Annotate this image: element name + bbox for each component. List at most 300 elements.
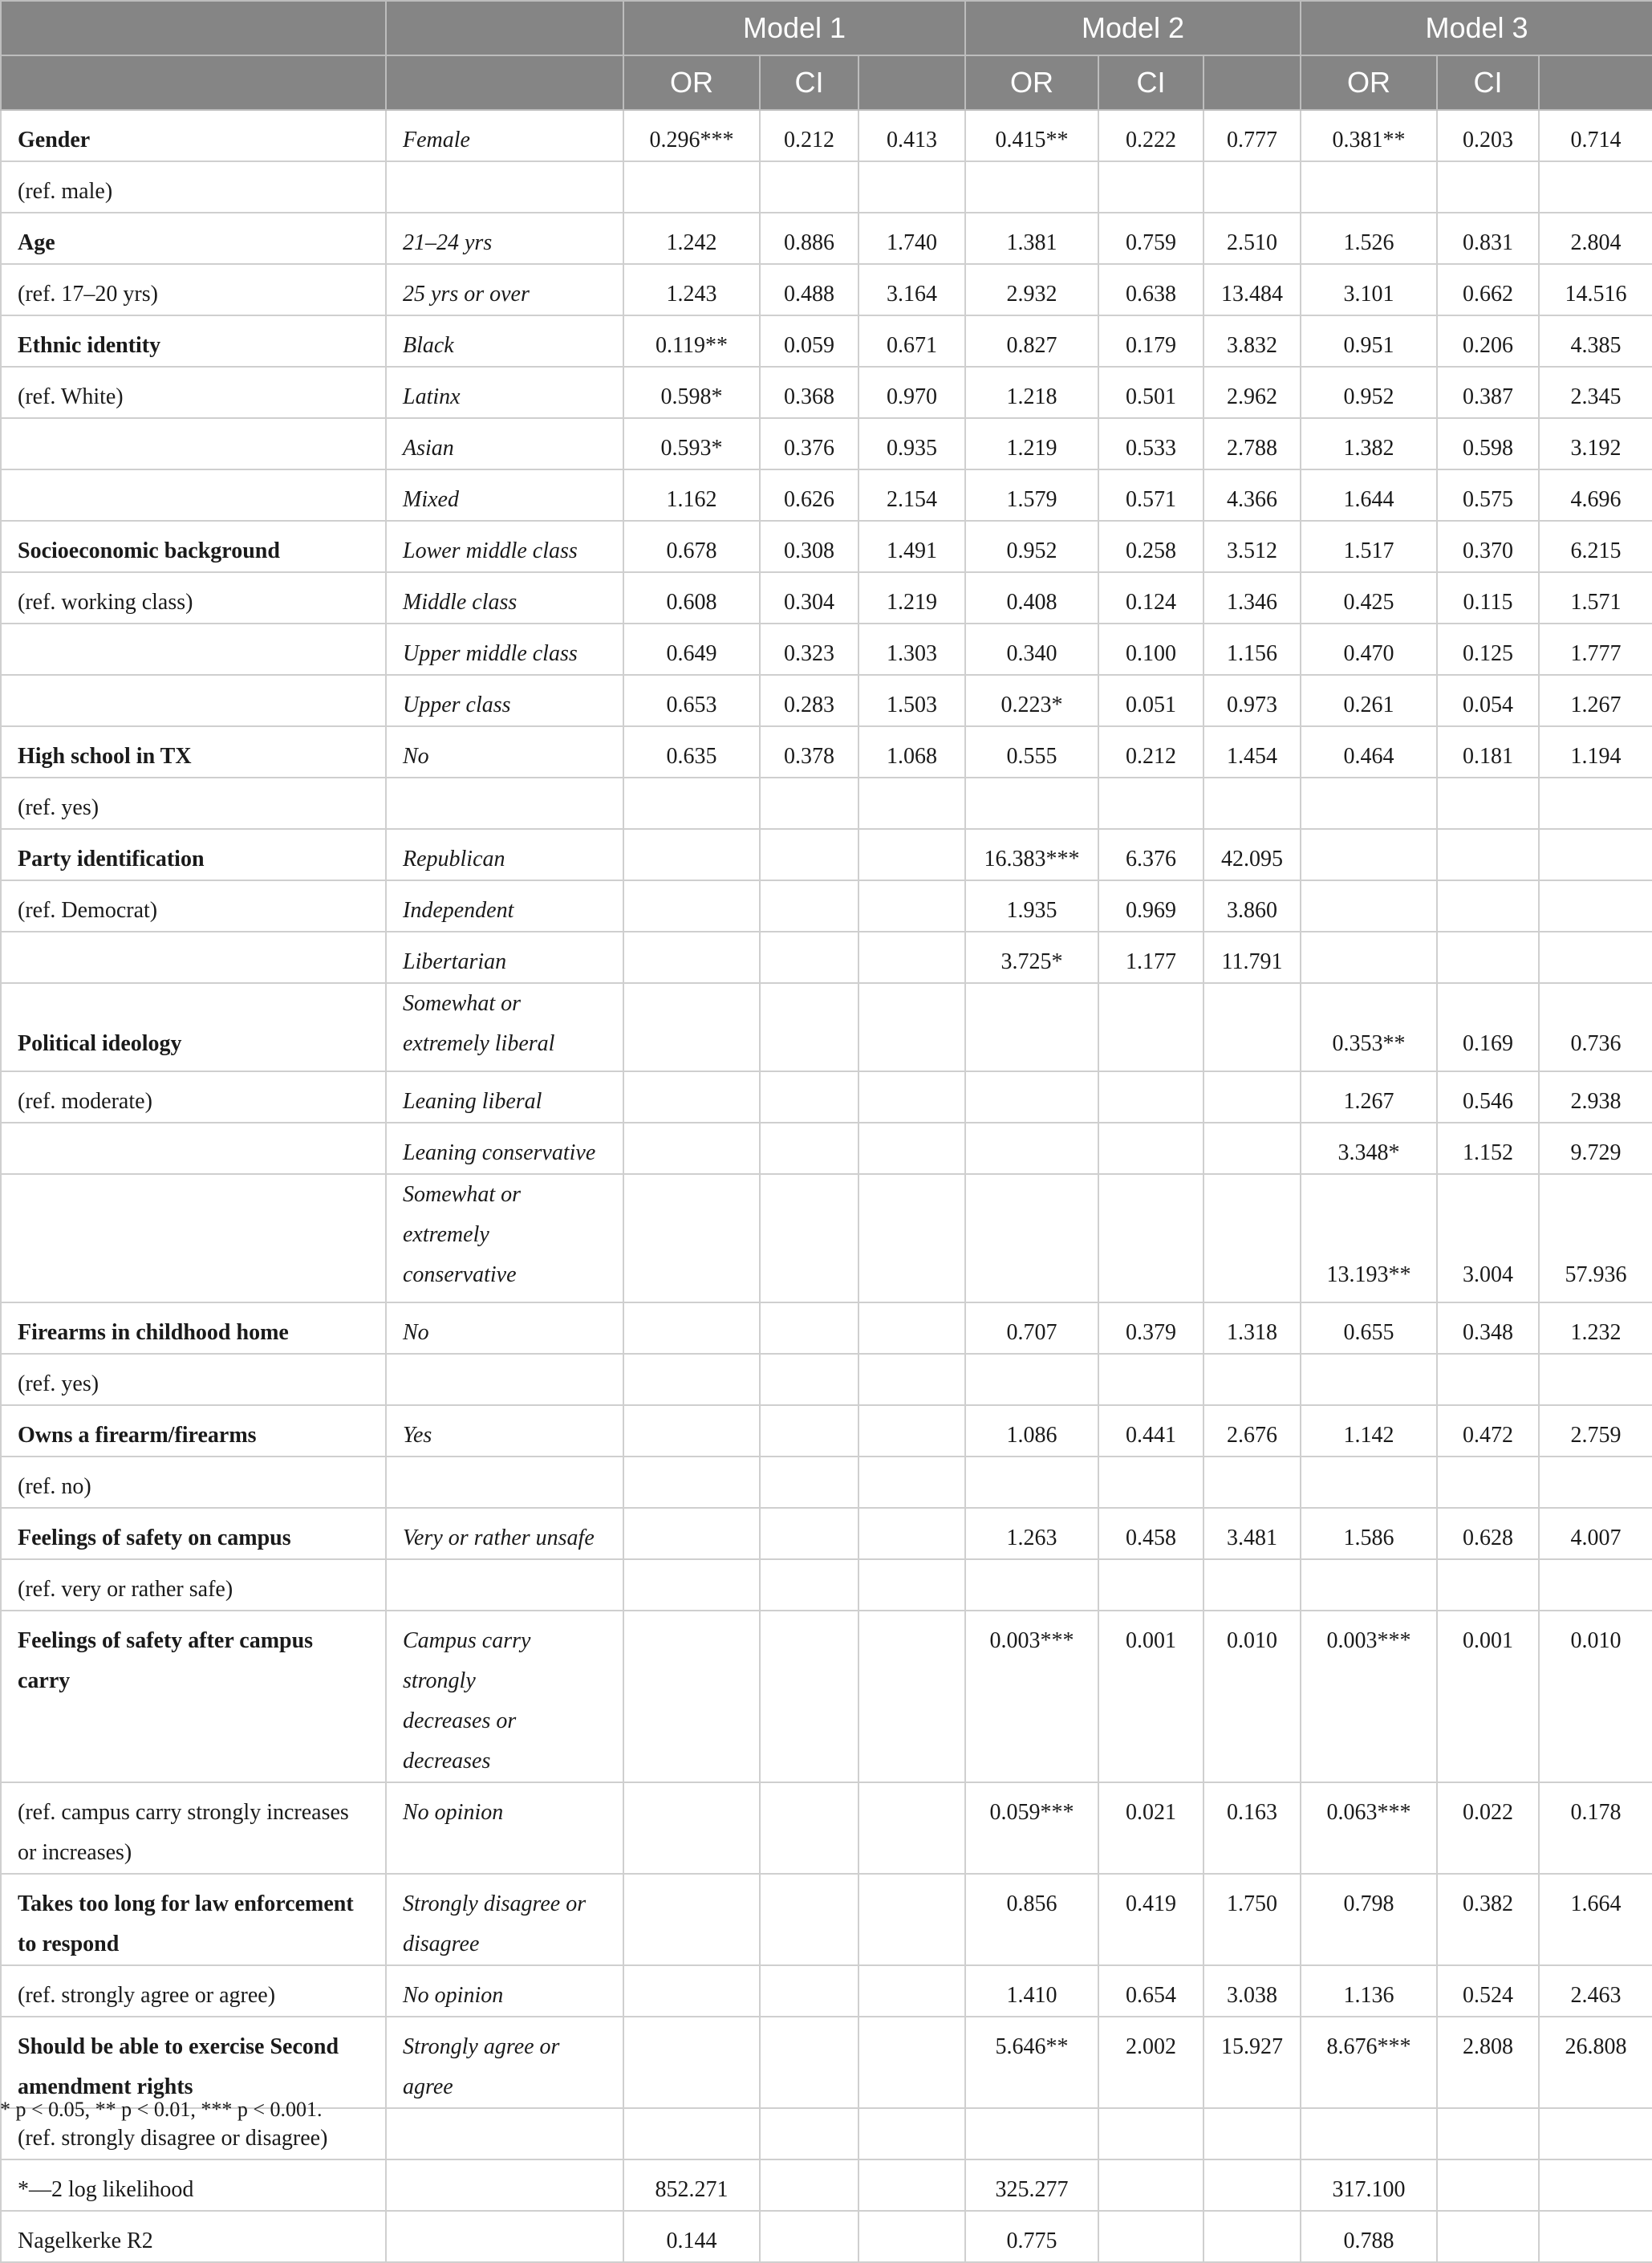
table-row (1, 2159, 1652, 2211)
model-3-ci-upper-cell (1539, 1354, 1652, 1405)
model-1-ci-lower-cell: 0.212 (760, 110, 858, 161)
header-blank-cat (386, 1, 623, 55)
model-3-or-cell (1301, 829, 1437, 880)
model-1-or-cell: 1.242 (623, 213, 760, 264)
model-1-ci-upper-cell: 1.068 (858, 726, 965, 778)
model-1-or-cell (623, 1782, 760, 1874)
model-3-ci-upper-cell (1539, 1457, 1652, 1508)
table-row (1, 778, 1652, 829)
model-1-ci-upper-cell (858, 1611, 965, 1782)
significance-footnote: * p < 0.05, ** p < 0.01, *** p < 0.001. (0, 2098, 323, 2121)
variable-label: Should be able to exercise Second amendment rights (1, 2017, 386, 2108)
model-3-or-cell: 0.353** (1301, 983, 1437, 1071)
table-row (1, 110, 1652, 161)
model-3-ci-upper-cell: 9.729 (1539, 1123, 1652, 1174)
category-label: Female (386, 110, 623, 161)
model-1-or-cell (623, 1354, 760, 1405)
model-1-ci-lower-cell (760, 2211, 858, 2262)
model-3-ci-upper-cell (1539, 880, 1652, 932)
model-1-ci-lower-cell (760, 1559, 858, 1611)
table-row (1, 1302, 1652, 1354)
model-1-ci-lower-cell (760, 1782, 858, 1874)
model-2-ci-upper-cell: 13.484 (1203, 264, 1301, 315)
model-3-ci-lower-cell: 1.152 (1437, 1123, 1539, 1174)
variable-label (1, 418, 386, 469)
model-1-ci-upper-cell (858, 1302, 965, 1354)
model-3-ci-upper-cell (1539, 932, 1652, 983)
model-3-or-cell: 8.676*** (1301, 2017, 1437, 2108)
category-label: Republican (386, 829, 623, 880)
model-1-or-cell: 0.598* (623, 367, 760, 418)
table-row (1, 1457, 1652, 1508)
category-label: No opinion (386, 1782, 623, 1874)
model-1-header: Model 1 (623, 1, 965, 55)
variable-label: Age (1, 213, 386, 264)
model-2-ci-upper-cell: 2.788 (1203, 418, 1301, 469)
model-3-ci-upper-cell: 2.463 (1539, 1965, 1652, 2017)
model-1-or-cell (623, 2017, 760, 2108)
model-3-ci-header: CI (1437, 55, 1539, 110)
category-label: Very or rather unsafe (386, 1508, 623, 1559)
model-1-ci-upper-cell (858, 1965, 965, 2017)
model-1-or-cell (623, 983, 760, 1071)
model-3-ci-lower-cell: 0.125 (1437, 624, 1539, 675)
model-1-ci-lower-cell (760, 983, 858, 1071)
model-2-ci-upper-cell: 4.366 (1203, 469, 1301, 521)
variable-label: (ref. moderate) (1, 1071, 386, 1123)
model-3-or-cell: 1.142 (1301, 1405, 1437, 1457)
model-3-ci-lower-cell: 0.115 (1437, 572, 1539, 624)
model-3-ci-upper-cell: 4.007 (1539, 1508, 1652, 1559)
model-2-ci-upper-cell (1203, 2211, 1301, 2262)
model-2-ci-upper-cell: 3.512 (1203, 521, 1301, 572)
model-2-or-cell (965, 1457, 1098, 1508)
variable-label: High school in TX (1, 726, 386, 778)
model-1-ci-lower-cell: 0.059 (760, 315, 858, 367)
table-row (1, 1559, 1652, 1611)
model-3-or-cell (1301, 161, 1437, 213)
variable-label (1, 1174, 386, 1302)
model-1-ci-lower-cell (760, 1302, 858, 1354)
model-3-or-cell: 0.063*** (1301, 1782, 1437, 1874)
variable-label: Nagelkerke R2 (1, 2211, 386, 2262)
variable-label: Political ideology (1, 983, 386, 1071)
category-label: Asian (386, 418, 623, 469)
model-2-ci-lower-cell (1098, 1071, 1203, 1123)
model-2-ci-lower-cell: 6.376 (1098, 829, 1203, 880)
model-1-or-cell (623, 2108, 760, 2159)
model-3-ci-upper-cell: 1.232 (1539, 1302, 1652, 1354)
model-3-ci-lower-cell (1437, 778, 1539, 829)
model-1-ci-upper-cell (858, 161, 965, 213)
model-1-ci-lower-cell (760, 161, 858, 213)
model-3-or-cell: 0.464 (1301, 726, 1437, 778)
model-1-ci-upper-cell: 1.503 (858, 675, 965, 726)
model-2-or-cell: 1.218 (965, 367, 1098, 418)
model-1-ci-lower-cell: 0.886 (760, 213, 858, 264)
model-3-or-cell: 1.136 (1301, 1965, 1437, 2017)
model-1-ci-lower-cell (760, 1874, 858, 1965)
model-3-or-cell: 1.517 (1301, 521, 1437, 572)
model-3-ci-upper-cell: 2.345 (1539, 367, 1652, 418)
model-1-ci-lower-cell (760, 1457, 858, 1508)
variable-label: Socioeconomic background (1, 521, 386, 572)
model-3-or-cell (1301, 880, 1437, 932)
model-2-ci-lower-cell: 0.458 (1098, 1508, 1203, 1559)
model-3-ci-lower-cell: 0.575 (1437, 469, 1539, 521)
model-2-ci-lower-cell: 0.051 (1098, 675, 1203, 726)
model-1-ci-upper-cell (858, 1782, 965, 1874)
model-2-ci-upper-cell: 1.750 (1203, 1874, 1301, 1965)
model-3-or-cell: 1.586 (1301, 1508, 1437, 1559)
model-1-ci-lower-cell (760, 1611, 858, 1782)
model-2-or-cell: 1.410 (965, 1965, 1098, 2017)
model-2-or-cell: 0.340 (965, 624, 1098, 675)
model-2-ci-lower-cell (1098, 1123, 1203, 1174)
table-row (1, 624, 1652, 675)
model-header-row (1, 1, 1652, 55)
table-row (1, 1874, 1652, 1965)
model-3-ci-lower-cell: 0.524 (1437, 1965, 1539, 2017)
model-2-ci-lower-cell: 0.379 (1098, 1302, 1203, 1354)
model-3-ci-upper-cell (1539, 1559, 1652, 1611)
table-row (1, 161, 1652, 213)
model-1-ci-upper-cell: 0.413 (858, 110, 965, 161)
subheader-blank-var (1, 55, 386, 110)
model-1-ci-lower-cell (760, 932, 858, 983)
model-3-ci-lower-cell (1437, 829, 1539, 880)
category-label: Yes (386, 1405, 623, 1457)
model-2-ci-upper-cell (1203, 1354, 1301, 1405)
variable-label: (ref. Democrat) (1, 880, 386, 932)
model-2-ci-upper-cell: 3.038 (1203, 1965, 1301, 2017)
model-1-ci-lower-cell: 0.626 (760, 469, 858, 521)
model-2-ci-lower-cell: 1.177 (1098, 932, 1203, 983)
model-3-ci-lower-cell: 0.169 (1437, 983, 1539, 1071)
model-3-ci-upper-cell: 1.664 (1539, 1874, 1652, 1965)
model-1-ci-lower-cell (760, 1071, 858, 1123)
model-2-ci-lower-cell: 0.222 (1098, 110, 1203, 161)
model-3-or-cell: 0.261 (1301, 675, 1437, 726)
model-3-or-cell: 0.655 (1301, 1302, 1437, 1354)
model-3-ci-lower-cell (1437, 932, 1539, 983)
model-1-or-cell: 1.162 (623, 469, 760, 521)
category-label: Leaning liberal (386, 1071, 623, 1123)
table-row (1, 880, 1652, 932)
model-2-ci-upper-cell: 2.962 (1203, 367, 1301, 418)
category-label: Middle class (386, 572, 623, 624)
model-3-ci-upper-cell: 1.267 (1539, 675, 1652, 726)
category-label: Campus carry strongly decreases or decreases (386, 1611, 623, 1782)
model-2-ci-lower-cell: 0.419 (1098, 1874, 1203, 1965)
model-1-or-cell (623, 778, 760, 829)
model-1-or-cell: 0.593* (623, 418, 760, 469)
model-1-ci-lower-cell (760, 2159, 858, 2211)
model-1-ci-upper-cell (858, 1071, 965, 1123)
model-1-ci-upper-cell (858, 1559, 965, 1611)
model-2-ci-lower-cell: 2.002 (1098, 2017, 1203, 2108)
model-2-or-cell (965, 161, 1098, 213)
category-label: Upper class (386, 675, 623, 726)
model-3-ci-upper-cell (1539, 778, 1652, 829)
model-1-or-cell (623, 1965, 760, 2017)
model-2-ci-upper-cell: 0.010 (1203, 1611, 1301, 1782)
model-1-or-cell: 0.144 (623, 2211, 760, 2262)
model-1-or-cell (623, 1405, 760, 1457)
model-2-or-cell: 0.856 (965, 1874, 1098, 1965)
variable-label: Ethnic identity (1, 315, 386, 367)
model-3-or-cell (1301, 2108, 1437, 2159)
model-3-or-cell: 0.952 (1301, 367, 1437, 418)
variable-label: Takes too long for law enforcement to respond (1, 1874, 386, 1965)
model-3-or-cell: 1.526 (1301, 213, 1437, 264)
model-2-ci-lower-cell: 0.124 (1098, 572, 1203, 624)
model-1-ci-upper-cell: 0.935 (858, 418, 965, 469)
model-1-or-cell (623, 1123, 760, 1174)
category-label (386, 2211, 623, 2262)
model-1-ci-upper-cell: 0.970 (858, 367, 965, 418)
model-1-ci-upper-cell (858, 932, 965, 983)
model-2-ci-upper-cell (1203, 2159, 1301, 2211)
model-2-or-cell: 1.219 (965, 418, 1098, 469)
variable-label: (ref. 17–20 yrs) (1, 264, 386, 315)
model-2-ci-upper-cell: 1.156 (1203, 624, 1301, 675)
model-2-or-cell: 1.086 (965, 1405, 1098, 1457)
model-3-ci-lower-cell: 0.472 (1437, 1405, 1539, 1457)
model-2-ci-upper-cell (1203, 1457, 1301, 1508)
category-label: Libertarian (386, 932, 623, 983)
variable-label (1, 624, 386, 675)
model-2-ci-lower-cell: 0.179 (1098, 315, 1203, 367)
model-2-ci-lower-cell (1098, 778, 1203, 829)
model-2-ci-upper-cell: 1.318 (1203, 1302, 1301, 1354)
model-2-ci-upper-cell: 1.346 (1203, 572, 1301, 624)
model-1-ci-header: CI (760, 55, 858, 110)
table-row (1, 1071, 1652, 1123)
table-row (1, 213, 1652, 264)
model-1-or-cell: 0.296*** (623, 110, 760, 161)
model-1-ci-upper-cell: 1.491 (858, 521, 965, 572)
model-3-ci-upper-cell: 14.516 (1539, 264, 1652, 315)
model-1-ci-upper-cell: 1.740 (858, 213, 965, 264)
model-3-ci-upper-cell (1539, 829, 1652, 880)
model-2-ci-lower-cell: 0.533 (1098, 418, 1203, 469)
table-row (1, 1354, 1652, 1405)
table-row (1, 675, 1652, 726)
model-2-header: Model 2 (965, 1, 1301, 55)
model-2-or-cell: 0.408 (965, 572, 1098, 624)
variable-label: (ref. White) (1, 367, 386, 418)
model-1-or-cell: 852.271 (623, 2159, 760, 2211)
model-1-ci-lower-cell (760, 778, 858, 829)
category-label: Strongly disagree or disagree (386, 1874, 623, 1965)
table-row (1, 1405, 1652, 1457)
model-1-or-cell: 0.678 (623, 521, 760, 572)
table-row (1, 521, 1652, 572)
model-1-ci-upper-cell (858, 829, 965, 880)
model-3-or-cell: 3.348* (1301, 1123, 1437, 1174)
category-label (386, 2108, 623, 2159)
category-label (386, 161, 623, 213)
model-2-or-cell (965, 983, 1098, 1071)
category-label: Somewhat or extremely conservative (386, 1174, 623, 1302)
model-3-ci-lower-cell: 0.206 (1437, 315, 1539, 367)
model-1-ci-lower-cell (760, 2017, 858, 2108)
table-row (1, 1174, 1652, 1302)
model-3-ci-upper-cell (1539, 2159, 1652, 2211)
model-3-ci-upper-cell: 0.736 (1539, 983, 1652, 1071)
model-2-ci-lower-cell (1098, 1559, 1203, 1611)
model-3-ci-lower-cell: 0.598 (1437, 418, 1539, 469)
model-3-or-cell: 0.425 (1301, 572, 1437, 624)
model-2-ci-upper-cell (1203, 1559, 1301, 1611)
model-2-or-cell (965, 2108, 1098, 2159)
model-1-or-cell (623, 1302, 760, 1354)
variable-label: Gender (1, 110, 386, 161)
model-2-ci-lower-cell: 0.571 (1098, 469, 1203, 521)
header-blank-var (1, 1, 386, 55)
model-1-ci-lower-cell: 0.368 (760, 367, 858, 418)
model-3-ci-lower-cell (1437, 161, 1539, 213)
table-row (1, 264, 1652, 315)
model-2-or-cell: 0.223* (965, 675, 1098, 726)
model-2-ci-lower-cell: 0.212 (1098, 726, 1203, 778)
model-3-or-cell (1301, 1354, 1437, 1405)
model-3-ci-upper-cell: 0.714 (1539, 110, 1652, 161)
variable-label: (ref. male) (1, 161, 386, 213)
model-1-ci-lower-cell (760, 1508, 858, 1559)
model-1-or-cell (623, 1508, 760, 1559)
model-2-ci-upper-cell: 11.791 (1203, 932, 1301, 983)
model-1-ci-upper-cell (858, 1174, 965, 1302)
model-1-ci-lower-cell (760, 1174, 858, 1302)
model-2-ci-lower-cell (1098, 2211, 1203, 2262)
table-row (1, 983, 1652, 1071)
variable-label: (ref. strongly agree or agree) (1, 1965, 386, 2017)
model-2-ci-lower-cell (1098, 1354, 1203, 1405)
category-label: 21–24 yrs (386, 213, 623, 264)
model-2-ci-upper-cell: 0.973 (1203, 675, 1301, 726)
model-1-ci-lower-cell (760, 1123, 858, 1174)
model-3-or-cell: 0.798 (1301, 1874, 1437, 1965)
model-3-or-cell: 1.382 (1301, 418, 1437, 469)
model-2-or-cell (965, 1174, 1098, 1302)
model-3-or-cell: 1.644 (1301, 469, 1437, 521)
category-label: Latinx (386, 367, 623, 418)
table-row (1, 367, 1652, 418)
model-2-ci-upper-cell (1203, 1123, 1301, 1174)
subheader-row (1, 55, 1652, 110)
model-3-ci-lower-cell: 0.181 (1437, 726, 1539, 778)
model-3-ci-lower-cell: 0.387 (1437, 367, 1539, 418)
variable-label (1, 469, 386, 521)
model-2-or-cell: 0.059*** (965, 1782, 1098, 1874)
model-1-ci-lower-cell: 0.304 (760, 572, 858, 624)
model-1-ci-upper-cell: 1.219 (858, 572, 965, 624)
model-1-or-cell (623, 932, 760, 983)
subheader-blank-cat (386, 55, 623, 110)
model-2-ci-upper-header (1203, 55, 1301, 110)
category-label (386, 778, 623, 829)
model-2-or-cell (965, 1354, 1098, 1405)
model-2-or-cell (965, 778, 1098, 829)
table-row (1, 1965, 1652, 2017)
table-row (1, 469, 1652, 521)
variable-label (1, 1123, 386, 1174)
model-3-ci-lower-cell: 0.662 (1437, 264, 1539, 315)
model-1-ci-upper-cell (858, 1354, 965, 1405)
model-2-ci-lower-cell (1098, 2108, 1203, 2159)
model-3-ci-upper-cell: 3.192 (1539, 418, 1652, 469)
category-label (386, 1354, 623, 1405)
model-3-ci-lower-cell: 0.348 (1437, 1302, 1539, 1354)
model-2-or-cell: 325.277 (965, 2159, 1098, 2211)
model-2-or-cell: 0.775 (965, 2211, 1098, 2262)
model-1-or-cell: 1.243 (623, 264, 760, 315)
model-3-ci-upper-cell: 2.804 (1539, 213, 1652, 264)
model-2-ci-upper-cell: 3.481 (1203, 1508, 1301, 1559)
category-label: No (386, 1302, 623, 1354)
model-1-ci-lower-cell: 0.376 (760, 418, 858, 469)
model-2-ci-lower-cell: 0.100 (1098, 624, 1203, 675)
model-2-ci-header: CI (1098, 55, 1203, 110)
model-3-ci-lower-cell: 2.808 (1437, 2017, 1539, 2108)
model-3-or-cell: 0.951 (1301, 315, 1437, 367)
category-label: Black (386, 315, 623, 367)
model-2-ci-upper-cell: 2.510 (1203, 213, 1301, 264)
category-label: Strongly agree or agree (386, 2017, 623, 2108)
model-1-ci-upper-cell (858, 1405, 965, 1457)
model-3-ci-upper-cell: 1.777 (1539, 624, 1652, 675)
model-3-ci-upper-cell: 26.808 (1539, 2017, 1652, 2108)
model-1-or-cell (623, 161, 760, 213)
table-row (1, 726, 1652, 778)
model-3-or-cell: 0.788 (1301, 2211, 1437, 2262)
category-label: No opinion (386, 1965, 623, 2017)
model-2-or-cell: 0.952 (965, 521, 1098, 572)
model-3-ci-lower-cell (1437, 1457, 1539, 1508)
model-2-ci-upper-cell: 42.095 (1203, 829, 1301, 880)
model-2-ci-lower-cell (1098, 2159, 1203, 2211)
model-3-ci-upper-cell: 57.936 (1539, 1174, 1652, 1302)
model-1-or-cell: 0.653 (623, 675, 760, 726)
model-1-or-cell: 0.608 (623, 572, 760, 624)
category-label (386, 1457, 623, 1508)
model-3-ci-lower-cell: 0.546 (1437, 1071, 1539, 1123)
category-label: Independent (386, 880, 623, 932)
model-3-or-cell: 317.100 (1301, 2159, 1437, 2211)
model-1-ci-upper-cell (858, 2159, 965, 2211)
variable-label: (ref. working class) (1, 572, 386, 624)
category-label: Upper middle class (386, 624, 623, 675)
model-3-ci-upper-cell: 4.696 (1539, 469, 1652, 521)
model-1-ci-upper-cell: 1.303 (858, 624, 965, 675)
model-3-ci-upper-cell: 2.938 (1539, 1071, 1652, 1123)
model-1-ci-upper-cell (858, 778, 965, 829)
category-label (386, 2159, 623, 2211)
model-2-ci-upper-cell (1203, 983, 1301, 1071)
model-3-or-cell (1301, 778, 1437, 829)
category-label (386, 1559, 623, 1611)
model-3-ci-upper-cell: 6.215 (1539, 521, 1652, 572)
model-2-or-cell: 1.263 (965, 1508, 1098, 1559)
category-label: 25 yrs or over (386, 264, 623, 315)
variable-label (1, 675, 386, 726)
model-1-ci-lower-cell (760, 1965, 858, 2017)
model-3-ci-lower-cell: 0.370 (1437, 521, 1539, 572)
model-2-or-cell: 0.555 (965, 726, 1098, 778)
model-3-ci-lower-cell (1437, 880, 1539, 932)
